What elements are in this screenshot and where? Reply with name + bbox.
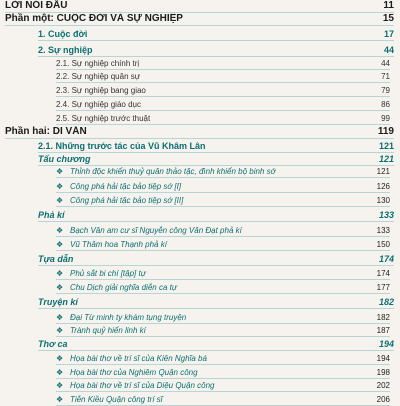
- toc-title: [56, 240, 377, 250]
- toc-title: [56, 167, 377, 177]
- toc-title-text: Công phá hải tặc bảo tiệp sớ [I]: [70, 182, 182, 191]
- toc-page-number: 202: [376, 381, 390, 390]
- bullet-icon: ❖: [56, 269, 64, 278]
- toc-title-text: Họa bài thơ của Nghiêm Quận công: [70, 368, 198, 377]
- toc-page-number: 15: [382, 13, 394, 24]
- toc-title-text: Phần một: CUỘC ĐỜI VÀ SỰ NGHIỆP: [5, 13, 183, 24]
- toc-entry-item: [56, 222, 390, 237]
- toc-title-text: Phả kí: [38, 210, 65, 220]
- toc-entry-cat: [38, 336, 394, 351]
- toc-title: [5, 126, 378, 138]
- bullet-icon: ❖: [56, 313, 64, 322]
- toc-page-number: 99: [381, 114, 390, 123]
- bullet-icon: ❖: [56, 240, 64, 249]
- toc-title: [38, 29, 384, 40]
- toc-title: [38, 254, 379, 265]
- toc-title: [56, 72, 381, 82]
- toc-title-text: Vũ Thâm hoa Thạnh phả kí: [70, 240, 167, 249]
- bullet-icon: ❖: [56, 326, 64, 335]
- toc-title-text: LỜI NÓI ĐẦU: [5, 0, 68, 11]
- toc-title: [56, 226, 377, 236]
- bullet-icon: ❖: [56, 354, 64, 363]
- toc-page-number: 198: [376, 368, 390, 377]
- toc-title-text: Họa bài thơ về trí sĩ của Diệu Quận công: [70, 381, 215, 390]
- toc-title: [56, 283, 377, 293]
- toc-entry-item: [56, 377, 390, 392]
- toc-page-number: 119: [377, 126, 394, 137]
- toc-entry-item: [56, 322, 390, 337]
- toc-title: [56, 354, 377, 364]
- toc-page-number: 150: [376, 240, 390, 249]
- toc-page-number: 121: [378, 154, 394, 164]
- toc-title: [56, 86, 381, 96]
- toc-entry-part: [5, 11, 394, 26]
- toc-title-text: Trành quỷ hiển linh kí: [70, 326, 146, 335]
- toc-page-number: 126: [376, 182, 390, 191]
- toc-title: [56, 196, 377, 206]
- toc-entry-item: [56, 350, 390, 365]
- bullet-icon: ❖: [56, 368, 64, 377]
- toc-title-text: Truyện kí: [38, 297, 78, 307]
- toc-title: [56, 182, 377, 192]
- toc-title-text: 1. Cuộc đời: [38, 29, 88, 39]
- toc-title-text: Tựa dẫn: [38, 254, 74, 264]
- toc-title-text: 2. Sự nghiệp: [38, 45, 93, 55]
- bullet-icon: ❖: [56, 182, 64, 191]
- toc-title-text: 2.5. Sự nghiệp trước thuật: [56, 114, 151, 123]
- toc-entry-item: [56, 265, 390, 280]
- toc-page-number: 206: [376, 395, 390, 404]
- toc-page-number: 44: [383, 45, 394, 55]
- toc-entry-item: [56, 279, 390, 294]
- toc-title: [56, 381, 377, 391]
- toc-entry-item: [56, 163, 390, 178]
- bullet-icon: ❖: [56, 381, 64, 390]
- bullet-icon: ❖: [56, 283, 64, 292]
- toc-entry-cat: [38, 207, 394, 222]
- toc-page-number: 71: [381, 72, 390, 81]
- toc-title: [56, 114, 381, 124]
- toc-title-text: Đại Từ minh ty khám tụng truyện: [70, 313, 187, 322]
- toc-title-text: Họa bài thơ về trí sĩ của Kiên Nghĩa bá: [70, 354, 207, 363]
- toc-title-text: Phần hai: DI VĂN: [5, 126, 87, 137]
- toc-page-number: 194: [378, 339, 394, 349]
- toc-page-number: 44: [381, 59, 390, 68]
- toc-entry-cat: [38, 251, 394, 266]
- bullet-icon: ❖: [56, 226, 64, 235]
- toc-page-number: 174: [378, 254, 394, 264]
- toc-title-text: Thơ ca: [38, 339, 68, 349]
- toc-title: [38, 297, 379, 308]
- toc-entry-sub: [56, 96, 390, 111]
- toc-title: [38, 210, 379, 221]
- toc-title-text: Tấu chương: [38, 154, 91, 164]
- toc-title: [56, 100, 381, 110]
- toc-page-number: 174: [376, 269, 390, 278]
- toc-title: [56, 395, 377, 405]
- toc-page-number: 177: [376, 283, 390, 292]
- toc-title-text: Thỉnh độc khiển thuỷ quân thảo tặc, đình khiển bộ binh sớ: [70, 167, 276, 176]
- bullet-icon: ❖: [56, 395, 64, 404]
- toc-page-number: 79: [381, 86, 390, 95]
- toc-entry-item: [56, 178, 390, 193]
- bullet-icon: ❖: [56, 196, 64, 205]
- toc-title-text: Chu Dịch giải nghĩa diễn ca tự: [70, 283, 177, 292]
- toc-entry-part: [5, 124, 394, 139]
- toc-entry-item: [56, 391, 390, 406]
- toc-title-text: 2.1. Sự nghiệp chính trị: [56, 59, 140, 68]
- toc-title-text: 2.3. Sự nghiệp bang giao: [56, 86, 146, 95]
- toc-page-number: 133: [376, 226, 390, 235]
- toc-page-number: 133: [378, 210, 394, 220]
- toc-entry-sub: [56, 68, 390, 83]
- toc-title-text: Phủ sắt bi chí [tập] tự: [70, 269, 146, 278]
- toc-title-text: 2.4. Sự nghiệp giáo dục: [56, 100, 141, 109]
- toc-page-number: 121: [376, 167, 390, 176]
- toc-title-text: 2.1. Những trước tác của Vũ Khâm Lân: [38, 141, 206, 151]
- toc-title: [5, 13, 383, 25]
- toc-entry-item: [56, 192, 390, 207]
- toc-page-number: 130: [376, 196, 390, 205]
- toc-page-number: 11: [383, 0, 394, 11]
- toc-page-number: 182: [376, 313, 390, 322]
- toc-entry-sec: [38, 26, 394, 41]
- toc-title-text: Tiễn Kiều Quận công trí sĩ: [70, 395, 163, 404]
- bullet-icon: ❖: [56, 167, 64, 176]
- toc-entry-sub: [56, 82, 390, 97]
- toc-page-number: 86: [381, 100, 390, 109]
- toc-entry-item: [56, 236, 390, 251]
- toc-entry-sub: [56, 110, 390, 125]
- toc-page-number: 194: [376, 354, 390, 363]
- toc-title-text: Bạch Vân am cư sĩ Nguyễn công Văn Đạt phả kí: [70, 226, 242, 235]
- toc-page-number: 17: [383, 29, 394, 39]
- toc-title-text: 2.2. Sự nghiệp quân sự: [56, 72, 141, 81]
- toc-page-number: 182: [378, 297, 394, 307]
- toc-title: [56, 326, 377, 336]
- toc-title-text: Công phá hải tặc bảo tiệp sớ [II]: [70, 196, 184, 205]
- toc-title: [56, 269, 377, 279]
- toc-page-number: 121: [378, 141, 394, 151]
- toc-entry-cat: [38, 294, 394, 309]
- toc-page-number: 187: [376, 326, 390, 335]
- toc-title: [38, 339, 379, 350]
